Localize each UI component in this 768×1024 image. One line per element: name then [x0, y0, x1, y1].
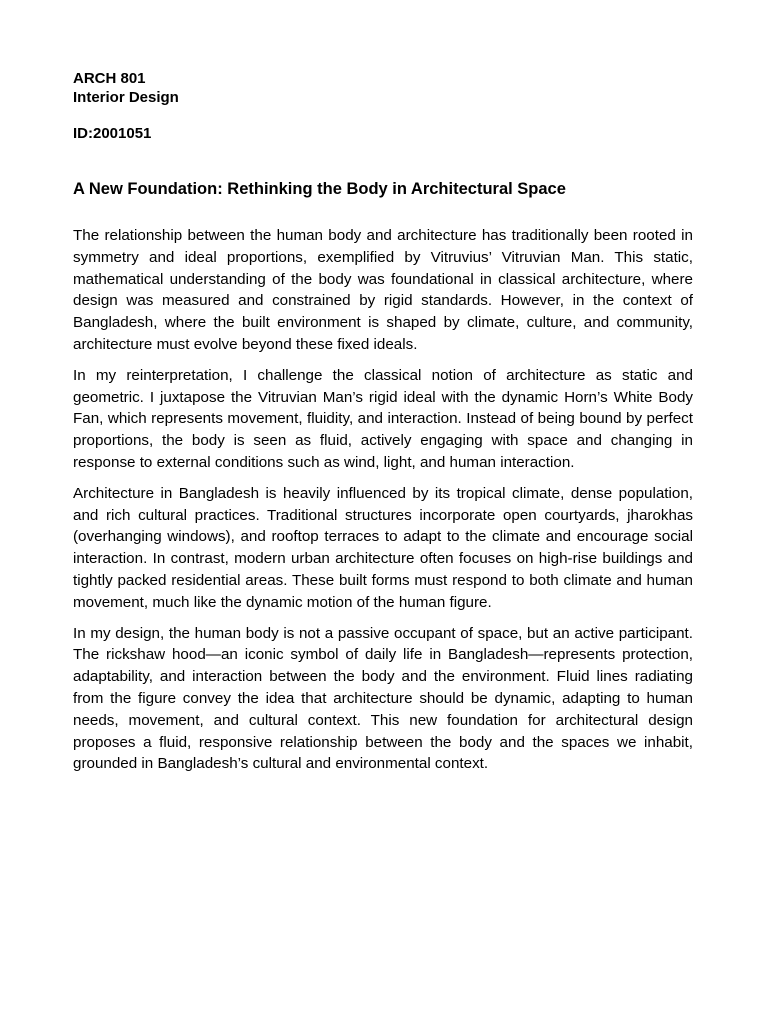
- course-code: ARCH 801: [73, 70, 146, 87]
- essay-title: A New Foundation: Rethinking the Body in Architectural Space: [73, 180, 566, 198]
- document-page: [73, 69, 693, 784]
- course-subject: Interior Design: [73, 89, 179, 106]
- paragraph-2: In my reinterpretation, I challenge the classical notion of architecture as static and geometric. I juxtapose the Vitruvian Man’s rigid ideal with the dynamic Horn’s White Body Fan, which represents movement, fluidity, and interaction. Instead of being bound by perfect proportions, the body is seen as fluid, actively engaging with space and changing in response to external conditions such as wind, light, and human interaction.: [73, 366, 693, 471]
- paragraph-4: In my design, the human body is not a passive occupant of space, but an active participant. The rickshaw hood—an iconic symbol of daily life in Bangladesh—represents protection, adaptability, and interaction between the body and the environment. Fluid lines radiating from the figure convey the idea that architecture should be dynamic, adapting to human needs, movement, and cultural context. This new foundation for architectural design proposes a fluid, responsive relationship between the body and the spaces we inhabit, grounded in Bangladesh’s cultural and environmental context.: [73, 624, 693, 773]
- student-id: ID:2001051: [73, 125, 152, 142]
- paragraph-1: The relationship between the human body and architecture has traditionally been rooted in symmetry and ideal proportions, exemplified by Vitruvius’ Vitruvian Man. This static, mathematical understanding of the body was foundational in classical architecture, where design was measured and constrained by rigid standards. However, in the context of Bangladesh, where the built environment is shaped by climate, culture, and community, architecture must evolve beyond these fixed ideals.: [73, 227, 693, 353]
- paragraph-3: Architecture in Bangladesh is heavily influenced by its tropical climate, dense population, and rich cultural practices. Traditional structures incorporate open courtyards, jharokhas (overhanging windows), and rooftop terraces to adapt to the climate and encourage social interaction. In contrast, modern urban architecture often focuses on high-rise buildings and tightly packed residential areas. These built forms must respond to both climate and human movement, much like the dynamic motion of the human figure.: [73, 484, 693, 611]
- essay-body: [73, 225, 693, 775]
